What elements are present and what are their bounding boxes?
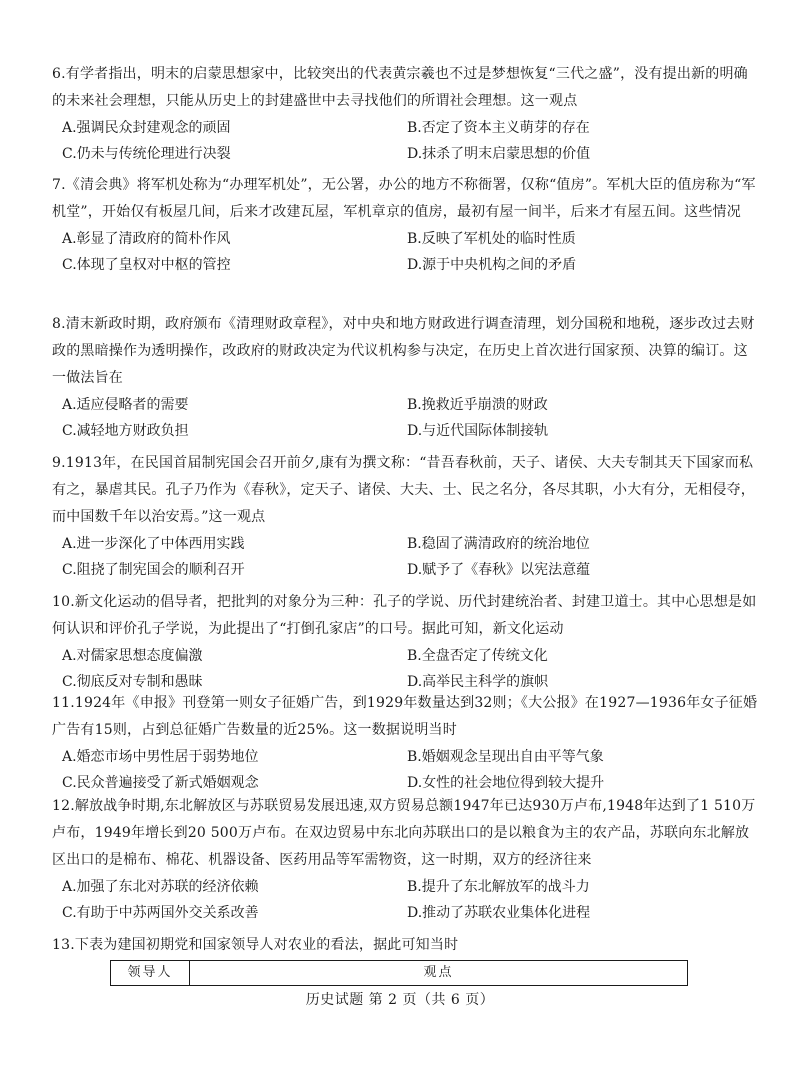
option-d[interactable]: D.高举民主科学的旗帜: [407, 674, 549, 690]
question-11: [52, 690, 760, 796]
option-c[interactable]: C.彻底反对专制和愚昧: [62, 674, 203, 690]
option-a[interactable]: A.强调民众封建观念的顽固: [62, 120, 231, 136]
option-d[interactable]: D.赋予了《春秋》以宪法意蕴: [407, 562, 591, 578]
question-stem: 7.《清会典》将军机处称为“办理军机处”，无公署，办公的地方不称衙署，仅称“值房”。军机大臣的值房称为“军机堂”，开始仅有板屋几间，后来才改建瓦屋，军机章京的值房，最初有屋一间半，后来才有屋五间。这些情况: [52, 177, 756, 220]
question-12: [52, 793, 760, 926]
option-b[interactable]: B.全盘否定了传统文化: [407, 648, 548, 664]
options: [52, 226, 760, 278]
option-c[interactable]: C.减轻地方财政负担: [62, 423, 189, 439]
options: [52, 744, 760, 796]
option-a[interactable]: A.加强了东北对苏联的经济依赖: [62, 879, 259, 895]
option-d[interactable]: D.抹杀了明末启蒙思想的价值: [407, 146, 591, 162]
option-c[interactable]: C.民众普遍接受了新式婚姻观念: [62, 775, 259, 791]
question-stem: 6.有学者指出，明末的启蒙思想家中，比较突出的代表黄宗羲也不过是梦想恢复“三代之盛”，没有提出新的明确的未来社会理想，只能从历史上的封建盛世中去寻找他们的所谓社会理想。这一观点: [52, 66, 748, 109]
question-stem: 9.1913年，在民国首届制宪国会召开前夕,康有为撰文称：“昔吾春秋前，天子、诸侯、大夫专制其天下国家而私有之，暴虐其民。孔子乃作为《春秋》，定天子、诸侯、大夫、士、民之名分，各尽其职，小大有分，无相侵夺，而中国数千年以治安焉。”这一观点: [52, 455, 755, 525]
options: [52, 531, 760, 583]
question-13: [52, 932, 760, 959]
question-7: [52, 172, 760, 278]
question-stem: 10.新文化运动的倡导者，把批判的对象分为三种：孔子的学说、历代封建统治者、封建卫道士。其中心思想是如何认识和评价孔子学说，为此提出了“打倒孔家店”的口号。据此可知，新文化运动: [52, 594, 757, 637]
option-c[interactable]: C.体现了皇权对中枢的管控: [62, 257, 231, 273]
option-c[interactable]: C.仍未与传统伦理进行决裂: [62, 146, 231, 162]
options: [52, 874, 760, 926]
option-b[interactable]: B.反映了军机处的临时性质: [407, 231, 576, 247]
options: [52, 643, 760, 695]
option-c[interactable]: C.有助于中苏两国外交关系改善: [62, 905, 259, 921]
option-b[interactable]: B.否定了资本主义萌芽的存在: [407, 120, 590, 136]
option-a[interactable]: A.彰显了清政府的简朴作风: [62, 231, 231, 247]
option-d[interactable]: D.与近代国际体制接轨: [407, 423, 549, 439]
table-header-viewpoint: 观点: [423, 965, 454, 980]
question-9: [52, 450, 760, 583]
options: [52, 115, 760, 167]
option-c[interactable]: C.阻挠了制宪国会的顺利召开: [62, 562, 245, 578]
option-d[interactable]: D.推动了苏联农业集体化进程: [407, 905, 591, 921]
option-b[interactable]: B.挽救近乎崩溃的财政: [407, 397, 548, 413]
question-stem: 13.下表为建国初期党和国家领导人对农业的看法，据此可知当时: [52, 937, 459, 953]
option-d[interactable]: D.女性的社会地位得到较大提升: [407, 775, 605, 791]
option-a[interactable]: A.婚恋市场中男性居于弱势地位: [62, 749, 259, 765]
option-a[interactable]: A.进一步深化了中体西用实践: [62, 536, 245, 552]
option-a[interactable]: A.适应侵略者的需要: [62, 397, 189, 413]
question-6: [52, 61, 760, 167]
option-b[interactable]: B.婚姻观念呈现出自由平等气象: [407, 749, 604, 765]
options: [52, 392, 760, 444]
question-stem: 11.1924年《申报》刊登第一则女子征婚广告，到1929年数量达到32则；《大公报》在1927—1936年女子征婚广告有15则，占到总征婚广告数量的近25%。这一数据说明当时: [52, 695, 758, 738]
leaders-table-header: [110, 960, 688, 986]
page-footer: 历史试题 第 2 页（共 6 页）: [305, 992, 495, 1008]
question-stem: 8.清末新政时期，政府颁布《清理财政章程》，对中央和地方财政进行调查清理，划分国税和地税，逐步改过去财政的黑暗操作为透明操作，改政府的财政决定为代议机构参与决定，在历史上首次进行国家预、决算的编订。这一做法旨在: [52, 316, 755, 386]
table-header-leader: 领导人: [111, 961, 190, 985]
option-b[interactable]: B.提升了东北解放军的战斗力: [407, 879, 590, 895]
question-8: [52, 311, 760, 444]
option-a[interactable]: A.对儒家思想态度偏激: [62, 648, 203, 664]
question-stem: 12.解放战争时期,东北解放区与苏联贸易发展迅速,双方贸易总额1947年已达930万卢布,1948年达到了1 510万卢布，1949年增长到20 500万卢布。在双边贸易中东北向苏联出口的是以粮食为主的农产品，苏联向东北解放区出口的是棉布、棉花、机器设备、医药用品等军需物资，这一时期，双方的经济往来: [52, 798, 756, 868]
question-10: [52, 589, 760, 695]
option-d[interactable]: D.源于中央机构之间的矛盾: [407, 257, 577, 273]
option-b[interactable]: B.稳固了满清政府的统治地位: [407, 536, 590, 552]
